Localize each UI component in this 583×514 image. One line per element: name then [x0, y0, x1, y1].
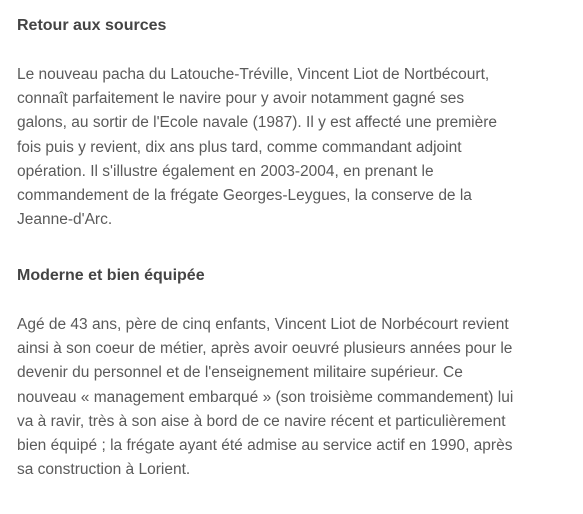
section-heading-moderne-et-bien-equipee: Moderne et bien équipée [17, 267, 205, 284]
paragraph-line: va à ravir, très à son aise à bord de ce navire récent et particulièrement [17, 412, 506, 430]
paragraph-line: Le nouveau pacha du Latouche-Tréville, Vincent Liot de Nortbécourt, [17, 66, 490, 83]
paragraph-line: Jeanne-d'Arc. [17, 211, 113, 229]
paragraph-line: bien équipé ; la frégate ayant été admise au service actif en 1990, après [17, 437, 513, 455]
section-paragraph-moderne-et-bien-equipee [17, 313, 577, 482]
paragraph-line: ainsi à son coeur de métier, après avoir oeuvré plusieurs années pour le [17, 340, 513, 358]
paragraph-line: commandement de la frégate Georges-Leygues, la conserve de la [17, 187, 472, 205]
paragraph-line: connaît parfaitement le navire pour y avoir notamment gagné ses [17, 90, 465, 108]
paragraph-line: opération. Il s'illustre également en 2003-2004, en prenant le [17, 162, 434, 180]
paragraph-line: nouveau « management embarqué » (son troisième commandement) lui [17, 388, 514, 406]
paragraph-line: galons, au sortir de l'Ecole navale (1987). Il y est affecté une première [17, 114, 497, 132]
paragraph-line: fois puis y revient, dix ans plus tard, comme commandant adjoint [17, 138, 462, 156]
paragraph-line: sa construction à Lorient. [17, 461, 191, 479]
paragraph-line: Agé de 43 ans, père de cinq enfants, Vincent Liot de Norbécourt revient [17, 316, 509, 333]
section-paragraph-retour-aux-sources [17, 63, 577, 232]
section-heading-retour-aux-sources: Retour aux sources [17, 17, 167, 34]
paragraph-line: devenir du personnel et de l'enseignement militaire supérieur. Ce [17, 364, 463, 382]
